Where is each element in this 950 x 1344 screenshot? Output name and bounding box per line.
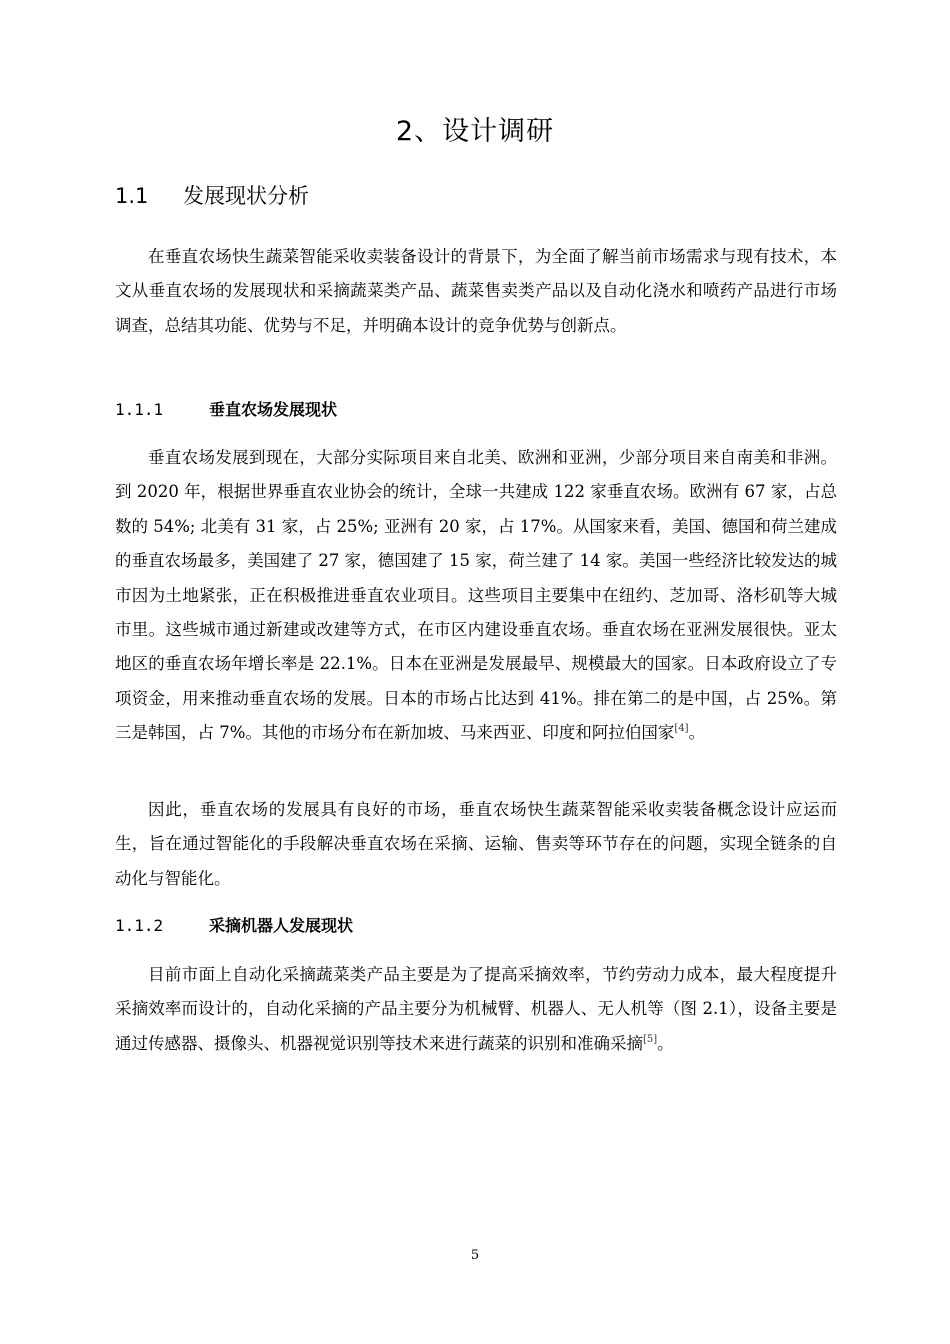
subsection-2-paragraph-1-text: 目前市面上自动化采摘蔬菜类产品主要是为了提高采摘效率，节约劳动力成本，最大程度提升采摘效率而设计的，自动化采摘的产品主要分为机械臂、机器人、无人机等（图 2.1），设备主要是通过传感器、摄像头、机器视觉识别等技术来进行蔬菜的识别和准确采摘 — [115, 965, 837, 1053]
subsection-1-paragraph-1-text: 垂直农场发展到现在，大部分实际项目来自北美、欧洲和亚洲，少部分项目来自南美和非洲。到 2020 年，根据世界垂直农业协会的统计，全球一共建成 122 家垂直农场。欧洲有 67 家，占总数的 54%; 北美有 31 家，占 25%; 亚洲有 20 家，占 17%。从国家来看，美国、德国和荷兰建成的垂直农场最多，美国建了 27 家，德国建了 15 家，荷兰建了 14 家。美国一些经济比较发达的城市因为土地紧张，正在积极推进垂直农业项目。这些项目主要集中在纽约、芝加哥、洛杉矶等大城市里。这些城市通过新建或改建等方式，在市区内建设垂直农场。垂直农场在亚洲发展很快。亚太地区的垂直农场年增长率是 22.1%。日本在亚洲是发展最早、规模最大的国家。日本政府设立了专项资金，用来推动垂直农场的发展。日本的市场占比达到 41%。排在第二的是中国，占 25%。第三是韩国，占 7%。其他的市场分布在新加坡、马来西亚、印度和阿拉伯国家 — [115, 448, 837, 743]
page-number: 5 — [470, 1248, 480, 1263]
subsection-2-title: 采摘机器人发展现状 — [209, 916, 354, 935]
citation-ref: [4] — [674, 723, 689, 735]
citation-ref: [5] — [643, 1033, 658, 1045]
chapter-title: 2、设计调研 — [395, 116, 555, 147]
subsection-2-number: 1.1.2 — [115, 916, 164, 935]
subsection-heading-1 — [115, 395, 337, 425]
section-heading — [115, 178, 309, 214]
subsection-1-number: 1.1.1 — [115, 400, 164, 419]
subsection-1-paragraph-1 — [115, 441, 837, 751]
sentence-end: 。 — [657, 1033, 674, 1053]
subsection-heading-2 — [115, 911, 353, 941]
subsection-2-paragraph-1 — [115, 958, 837, 1061]
intro-paragraph: 在垂直农场快生蔬菜智能采收卖装备设计的背景下，为全面了解当前市场需求与现有技术，本文从垂直农场的发展现状和采摘蔬菜类产品、蔬菜售卖类产品以及自动化浇水和喷药产品进行市场调查，总结其功能、优势与不足，并明确本设计的竞争优势与创新点。 — [115, 247, 837, 335]
sentence-end: 。 — [688, 723, 706, 743]
section-number: 1.1 — [115, 184, 149, 208]
subsection-1-title: 垂直农场发展现状 — [209, 400, 338, 419]
section-title: 发展现状分析 — [183, 184, 309, 208]
subsection-1-paragraph-2: 因此，垂直农场的发展具有良好的市场，垂直农场快生蔬菜智能采收卖装备概念设计应运而生，旨在通过智能化的手段解决垂直农场在采摘、运输、售卖等环节存在的问题，实现全链条的自动化与智能化。 — [115, 800, 837, 888]
